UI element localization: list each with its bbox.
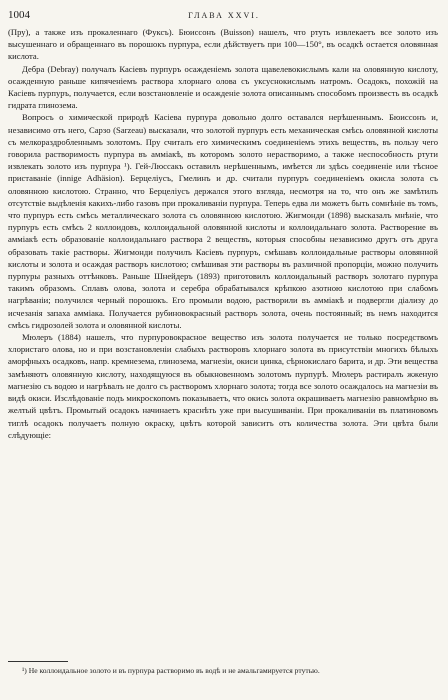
page-number: 1004 bbox=[8, 9, 30, 21]
chapter-title: ГЛАВА XXVI. bbox=[188, 11, 260, 20]
footnote: ¹) Не коллоидальное золото и въ пурпура растворимо въ водѣ и не амальгамируется ртутью. bbox=[22, 666, 320, 675]
page-header bbox=[8, 8, 440, 22]
body-text bbox=[8, 26, 438, 441]
paragraph: Вопросъ о химической природѣ Касіева пурпура довольно долго оставался нерѣшеннымъ. Бюиссонъ и, независимо отъ него, Сарзо (Sarzeau) высказали, что золотой пурпуръ есть механическая смѣсь оловянной кислоты съ мелкораздробленнымъ золотомъ. Пру считалъ его химическимъ соединеніемъ этихъ веществъ, въ пользу чего говорила растворимость пурпура въ амміакѣ, въ которомъ золото нерастворимо, а также неспособность ртути извлекать золото изъ пурпура ¹). Гей-Люссакъ оставилъ нерѣшеннымъ, имѣется ли здѣсь соединеніе или тѣсное приставаніе (innige Adhäsion). Берцеліусъ, Гмелинъ и др. считали пурпуръ соединеніемъ окисла золота съ оловянною кислотою. Странно, что Берцеліусъ держался этого взгляда, несмотря на то, что онъ же замѣтилъ отсутствіе выдѣленія какихъ-либо газовъ при прокаливаніи пурпура. Теперь едва ли можетъ быть сомнѣніе въ томъ, что пурпуръ есть смѣсь металлическаго золота съ оловянною кислотою. Жигмонди (1898) высказалъ мнѣніе, что пурпуръ есть смѣсь 2 коллоидовъ, коллоидальной оловянной кислоты и коллоидальнаго золота. Растворение въ амміакѣ есть образованіе коллоидальнаго раствора 2 веществъ, которыя способны независимо другъ отъ друга образовать такіе растворы. Жигмонди получилъ Касіевъ пурпуръ, смѣшавъ коллоидальные растворы оловянной кислоты и золота и осаждая растворъ кислотою; смѣшивая эти растворы въ различной пропорціи, можно получить пурпуры разныхъ оттѣнковъ. Раньше Шнейдеръ (1893) приготовилъ коллоидальный растворъ золотаго пурпура такимъ образомъ. Сплавъ олова, золота и серебра обрабатывался крѣпкою азотною кислотою при слабомъ нагрѣваніи; получился черный порошокъ. Его промыли водою, растворили въ амміакѣ и подвергли діализу до исчезанія запаха амміака. Получается рубиновокрасный растворъ золота, очень постоянный; въ немъ находится смѣсь гидрозолей золота и оловянной кислоты. bbox=[8, 112, 438, 330]
paragraph: Мюлеръ (1884) нашелъ, что пурпуровокрасное вещество изъ золота получается не только посредствомъ хлористаго олова, но и при возстановленіи слабыхъ растворовъ хлорнаго золота въ присутствіи многихъ бѣлыхъ аморфныхъ осадковъ, напр. кремнезема, глинозема, магнезіи, окиси цинка, сѣрнокислаго барита, и др. Эти вещества замѣняютъ оловянную кислоту, находящуюся въ обыкновенномъ золотомъ пурпурѣ. Мюлеръ растиралъ жженую магнезію съ водою и нагрѣвалъ не долго съ растворомъ хлорнаго золота; тогда все золото осаждалось на магнезіи въ видѣ окиси. Изслѣдованіе подъ микроскопомъ показываетъ, что окись золота окрашиваетъ магнезію равномѣрно въ желтый цвѣтъ. Промытый осадокъ начинаетъ краснѣть уже при высушиваніи. При прокаливаніи въ платиновомъ тиглѣ осадокъ получаетъ полную окраску, цвѣтъ которой зависитъ отъ количества золота. Эти цвѣта были слѣдующіе: bbox=[8, 332, 438, 440]
footnote-rule bbox=[8, 661, 68, 662]
paragraph: Дебра (Debray) получалъ Касіевъ пурпуръ осажденіемъ золота щавелевокислымъ кали на оловянную кислоту, осажденную раньше кипяченіемъ раствора хлорнаго олова съ уксуснокислымъ натромъ. Осадокъ, похожій на Касіевъ пурпуръ, получается, если возстановленіе и осажденіе золота описаннымъ способомъ произвесть въ осадкѣ гидрата глинозема. bbox=[8, 63, 438, 111]
paragraph: (Пру), а также изъ прокаленнаго (Фуксъ). Бюиссонъ (Buisson) нашелъ, что ртуть извлекаетъ все золото изъ высушеннаго и обращеннаго въ порошокъ пурпура, если дѣйствуетъ при 100—150°, въ осадкѣ остается оловянная кислота. bbox=[8, 27, 438, 62]
